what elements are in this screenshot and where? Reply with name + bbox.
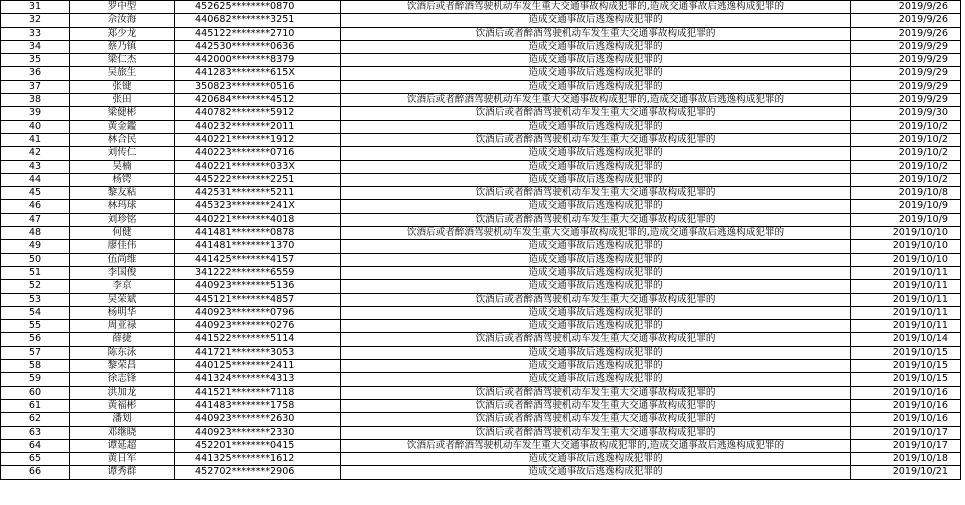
person-name-cell: 刘珍铭	[70, 213, 175, 226]
record-date-cell: 2019/10/10	[851, 253, 961, 266]
id-number-cell: 440923********5136	[175, 280, 341, 293]
row-number-cell: 53	[1, 293, 70, 306]
row-number-cell: 45	[1, 187, 70, 200]
person-name-cell: 潘划	[70, 413, 175, 426]
id-number-cell: 440782********5912	[175, 107, 341, 120]
violation-reason-cell: 饮酒后或者醉酒驾驶机动车发生重大交通事故构成犯罪的,造成交通事故后逃逸构成犯罪的	[341, 1, 851, 14]
row-number-cell: 66	[1, 466, 70, 479]
person-name-cell: 李国俊	[70, 266, 175, 279]
record-date-cell: 2019/10/21	[851, 466, 961, 479]
violation-reason-cell: 饮酒后或者醉酒驾驶机动车发生重大交通事故构成犯罪的	[341, 399, 851, 412]
table-row	[1, 54, 961, 67]
person-name-cell: 黄福彬	[70, 399, 175, 412]
record-date-cell: 2019/9/29	[851, 94, 961, 107]
table-row	[1, 94, 961, 107]
table-row	[1, 280, 961, 293]
person-name-cell: 吴旅生	[70, 67, 175, 80]
person-name-cell: 李京	[70, 280, 175, 293]
id-number-cell: 441721********3053	[175, 346, 341, 359]
person-name-cell: 蔡乃镇	[70, 40, 175, 53]
record-date-cell: 2019/10/15	[851, 373, 961, 386]
violation-reason-cell: 饮酒后或者醉酒驾驶机动车发生重大交通事故构成犯罪的	[341, 413, 851, 426]
id-number-cell: 440923********2330	[175, 426, 341, 439]
table-row	[1, 360, 961, 373]
record-date-cell: 2019/10/9	[851, 213, 961, 226]
row-number-cell: 48	[1, 227, 70, 240]
person-name-cell: 梁仁杰	[70, 54, 175, 67]
id-number-cell: 445323********241X	[175, 200, 341, 213]
violation-reason-cell: 造成交通事故后逃逸构成犯罪的	[341, 160, 851, 173]
id-number-cell: 440923********2630	[175, 413, 341, 426]
id-number-cell: 452702********2906	[175, 466, 341, 479]
row-number-cell: 47	[1, 213, 70, 226]
id-number-cell: 452201********0415	[175, 439, 341, 452]
record-date-cell: 2019/10/9	[851, 200, 961, 213]
person-name-cell: 邓继晓	[70, 426, 175, 439]
row-number-cell: 49	[1, 240, 70, 253]
table-row	[1, 133, 961, 146]
table-row	[1, 27, 961, 40]
table-row	[1, 333, 961, 346]
id-number-cell: 442530********0636	[175, 40, 341, 53]
table-row	[1, 413, 961, 426]
record-date-cell: 2019/10/11	[851, 266, 961, 279]
violation-reason-cell: 饮酒后或者醉酒驾驶机动车发生重大交通事故构成犯罪的	[341, 386, 851, 399]
person-name-cell: 杨锷	[70, 173, 175, 186]
violation-reason-cell: 造成交通事故后逃逸构成犯罪的	[341, 120, 851, 133]
table-row	[1, 439, 961, 452]
violation-reason-cell: 造成交通事故后逃逸构成犯罪的	[341, 200, 851, 213]
id-number-cell: 341222********6559	[175, 266, 341, 279]
table-row	[1, 266, 961, 279]
table-row	[1, 187, 961, 200]
record-date-cell: 2019/10/16	[851, 399, 961, 412]
record-date-cell: 2019/10/11	[851, 320, 961, 333]
person-name-cell: 杨明华	[70, 306, 175, 319]
id-number-cell: 442531********5211	[175, 187, 341, 200]
id-number-cell: 350823********0516	[175, 80, 341, 93]
person-name-cell: 林玛球	[70, 200, 175, 213]
violation-reason-cell: 饮酒后或者醉酒驾驶机动车发生重大交通事故构成犯罪的	[341, 133, 851, 146]
id-number-cell: 440221********4018	[175, 213, 341, 226]
record-date-cell: 2019/10/11	[851, 293, 961, 306]
person-name-cell: 陈东泳	[70, 346, 175, 359]
violation-reason-cell: 造成交通事故后逃逸构成犯罪的	[341, 280, 851, 293]
row-number-cell: 40	[1, 120, 70, 133]
person-name-cell: 林合民	[70, 133, 175, 146]
person-name-cell: 黎友粘	[70, 187, 175, 200]
row-number-cell: 57	[1, 346, 70, 359]
id-number-cell: 441481********1370	[175, 240, 341, 253]
violation-reason-cell: 造成交通事故后逃逸构成犯罪的	[341, 360, 851, 373]
violation-reason-cell: 饮酒后或者醉酒驾驶机动车发生重大交通事故构成犯罪的	[341, 333, 851, 346]
person-name-cell: 黄金鑑	[70, 120, 175, 133]
person-name-cell: 谭延超	[70, 439, 175, 452]
row-number-cell: 42	[1, 147, 70, 160]
violation-reason-cell: 饮酒后或者醉酒驾驶机动车发生重大交通事故构成犯罪的	[341, 187, 851, 200]
person-name-cell: 伍尚维	[70, 253, 175, 266]
id-number-cell: 440221********033X	[175, 160, 341, 173]
violation-reason-cell: 造成交通事故后逃逸构成犯罪的	[341, 373, 851, 386]
person-name-cell: 郑少龙	[70, 27, 175, 40]
table-row	[1, 426, 961, 439]
record-date-cell: 2019/9/26	[851, 1, 961, 14]
violation-reason-cell: 造成交通事故后逃逸构成犯罪的	[341, 67, 851, 80]
record-date-cell: 2019/10/15	[851, 346, 961, 359]
id-number-cell: 441522********5114	[175, 333, 341, 346]
id-number-cell: 440223********0716	[175, 147, 341, 160]
person-name-cell: 周亚禄	[70, 320, 175, 333]
row-number-cell: 41	[1, 133, 70, 146]
person-name-cell: 何健	[70, 227, 175, 240]
table-row	[1, 293, 961, 306]
violation-reason-cell: 造成交通事故后逃逸构成犯罪的	[341, 54, 851, 67]
table-row	[1, 466, 961, 479]
violation-reason-cell: 造成交通事故后逃逸构成犯罪的	[341, 14, 851, 27]
row-number-cell: 35	[1, 54, 70, 67]
row-number-cell: 65	[1, 453, 70, 466]
record-date-cell: 2019/10/11	[851, 280, 961, 293]
person-name-cell: 薛捷	[70, 333, 175, 346]
id-number-cell: 445122********2710	[175, 27, 341, 40]
violation-reason-cell: 饮酒后或者醉酒驾驶机动车发生重大交通事故构成犯罪的	[341, 293, 851, 306]
record-date-cell: 2019/10/16	[851, 413, 961, 426]
record-date-cell: 2019/10/18	[851, 453, 961, 466]
violation-reason-cell: 造成交通事故后逃逸构成犯罪的	[341, 306, 851, 319]
row-number-cell: 62	[1, 413, 70, 426]
person-name-cell: 梁健彬	[70, 107, 175, 120]
record-date-cell: 2019/10/2	[851, 160, 961, 173]
id-number-cell: 445121********4857	[175, 293, 341, 306]
table-row	[1, 1, 961, 14]
person-name-cell: 张田	[70, 94, 175, 107]
table-row	[1, 240, 961, 253]
id-number-cell: 440682********3251	[175, 14, 341, 27]
row-number-cell: 36	[1, 67, 70, 80]
row-number-cell: 50	[1, 253, 70, 266]
row-number-cell: 61	[1, 399, 70, 412]
record-date-cell: 2019/9/29	[851, 80, 961, 93]
record-date-cell: 2019/10/17	[851, 426, 961, 439]
row-number-cell: 51	[1, 266, 70, 279]
row-number-cell: 33	[1, 27, 70, 40]
row-number-cell: 56	[1, 333, 70, 346]
table-row	[1, 453, 961, 466]
person-name-cell: 佘汝海	[70, 14, 175, 27]
row-number-cell: 38	[1, 94, 70, 107]
record-date-cell: 2019/10/11	[851, 306, 961, 319]
violation-reason-cell: 造成交通事故后逃逸构成犯罪的	[341, 173, 851, 186]
person-name-cell: 洪加龙	[70, 386, 175, 399]
row-number-cell: 58	[1, 360, 70, 373]
row-number-cell: 34	[1, 40, 70, 53]
record-date-cell: 2019/9/29	[851, 54, 961, 67]
violation-reason-cell: 饮酒后或者醉酒驾驶机动车发生重大交通事故构成犯罪的	[341, 426, 851, 439]
person-name-cell: 吴荣斌	[70, 293, 175, 306]
table-row	[1, 213, 961, 226]
record-date-cell: 2019/10/2	[851, 173, 961, 186]
person-name-cell: 吴楠	[70, 160, 175, 173]
violation-reason-cell: 造成交通事故后逃逸构成犯罪的	[341, 240, 851, 253]
id-number-cell: 441425********4157	[175, 253, 341, 266]
table-row	[1, 107, 961, 120]
record-date-cell: 2019/10/10	[851, 240, 961, 253]
id-number-cell: 441325********1612	[175, 453, 341, 466]
id-number-cell: 441283********615X	[175, 67, 341, 80]
person-name-cell: 张键	[70, 80, 175, 93]
person-name-cell: 谭秀群	[70, 466, 175, 479]
table-row	[1, 67, 961, 80]
id-number-cell: 440232********2011	[175, 120, 341, 133]
table-row	[1, 320, 961, 333]
table-row	[1, 227, 961, 240]
row-number-cell: 54	[1, 306, 70, 319]
violation-reason-cell: 饮酒后或者醉酒驾驶机动车发生重大交通事故构成犯罪的,造成交通事故后逃逸构成犯罪的	[341, 94, 851, 107]
record-date-cell: 2019/9/26	[851, 27, 961, 40]
table-row	[1, 253, 961, 266]
row-number-cell: 43	[1, 160, 70, 173]
row-number-cell: 63	[1, 426, 70, 439]
record-date-cell: 2019/10/14	[851, 333, 961, 346]
violation-reason-cell: 饮酒后或者醉酒驾驶机动车发生重大交通事故构成犯罪的	[341, 107, 851, 120]
record-date-cell: 2019/9/26	[851, 14, 961, 27]
row-number-cell: 32	[1, 14, 70, 27]
id-number-cell: 452625********0870	[175, 1, 341, 14]
table-row	[1, 173, 961, 186]
violation-reason-cell: 造成交通事故后逃逸构成犯罪的	[341, 266, 851, 279]
record-date-cell: 2019/10/17	[851, 439, 961, 452]
table-row	[1, 40, 961, 53]
table-row	[1, 306, 961, 319]
record-date-cell: 2019/10/2	[851, 133, 961, 146]
record-date-cell: 2019/10/8	[851, 187, 961, 200]
violation-reason-cell: 造成交通事故后逃逸构成犯罪的	[341, 320, 851, 333]
violation-reason-cell: 造成交通事故后逃逸构成犯罪的	[341, 147, 851, 160]
row-number-cell: 55	[1, 320, 70, 333]
violation-reason-cell: 造成交通事故后逃逸构成犯罪的	[341, 466, 851, 479]
person-name-cell: 黄日军	[70, 453, 175, 466]
id-number-cell: 440923********0276	[175, 320, 341, 333]
table-row	[1, 160, 961, 173]
row-number-cell: 46	[1, 200, 70, 213]
row-number-cell: 37	[1, 80, 70, 93]
row-number-cell: 60	[1, 386, 70, 399]
record-date-cell: 2019/9/29	[851, 67, 961, 80]
row-number-cell: 52	[1, 280, 70, 293]
table-row	[1, 373, 961, 386]
id-number-cell: 441481********0878	[175, 227, 341, 240]
row-number-cell: 39	[1, 107, 70, 120]
violation-reason-cell: 饮酒后或者醉酒驾驶机动车发生重大交通事故构成犯罪的,造成交通事故后逃逸构成犯罪的	[341, 227, 851, 240]
id-number-cell: 440221********1912	[175, 133, 341, 146]
table-row	[1, 346, 961, 359]
table-row	[1, 399, 961, 412]
table-row	[1, 14, 961, 27]
table-row	[1, 80, 961, 93]
row-number-cell: 31	[1, 1, 70, 14]
records-table-body	[1, 1, 961, 480]
person-name-cell: 徐志锋	[70, 373, 175, 386]
violation-reason-cell: 造成交通事故后逃逸构成犯罪的	[341, 40, 851, 53]
violation-reason-cell: 造成交通事故后逃逸构成犯罪的	[341, 253, 851, 266]
table-row	[1, 147, 961, 160]
person-name-cell: 刘传仁	[70, 147, 175, 160]
person-name-cell: 黎荣昌	[70, 360, 175, 373]
row-number-cell: 64	[1, 439, 70, 452]
violation-reason-cell: 造成交通事故后逃逸构成犯罪的	[341, 346, 851, 359]
id-number-cell: 420684********4512	[175, 94, 341, 107]
table-row	[1, 200, 961, 213]
id-number-cell: 441521********7118	[175, 386, 341, 399]
violation-reason-cell: 饮酒后或者醉酒驾驶机动车发生重大交通事故构成犯罪的	[341, 213, 851, 226]
id-number-cell: 442000********8379	[175, 54, 341, 67]
table-row	[1, 120, 961, 133]
person-name-cell: 廖佳伟	[70, 240, 175, 253]
violation-reason-cell: 饮酒后或者醉酒驾驶机动车发生重大交通事故构成犯罪的	[341, 27, 851, 40]
violation-reason-cell: 造成交通事故后逃逸构成犯罪的	[341, 453, 851, 466]
record-date-cell: 2019/10/2	[851, 147, 961, 160]
person-name-cell: 罗中型	[70, 1, 175, 14]
record-date-cell: 2019/10/10	[851, 227, 961, 240]
id-number-cell: 440923********0796	[175, 306, 341, 319]
id-number-cell: 440125********2411	[175, 360, 341, 373]
id-number-cell: 445222********2251	[175, 173, 341, 186]
violation-reason-cell: 造成交通事故后逃逸构成犯罪的	[341, 80, 851, 93]
record-date-cell: 2019/10/15	[851, 360, 961, 373]
id-number-cell: 441324********4313	[175, 373, 341, 386]
table-row	[1, 386, 961, 399]
record-date-cell: 2019/10/2	[851, 120, 961, 133]
id-number-cell: 441483********1758	[175, 399, 341, 412]
violation-reason-cell: 饮酒后或者醉酒驾驶机动车发生重大交通事故构成犯罪的,造成交通事故后逃逸构成犯罪的	[341, 439, 851, 452]
row-number-cell: 59	[1, 373, 70, 386]
record-date-cell: 2019/9/30	[851, 107, 961, 120]
row-number-cell: 44	[1, 173, 70, 186]
record-date-cell: 2019/9/29	[851, 40, 961, 53]
record-date-cell: 2019/10/16	[851, 386, 961, 399]
